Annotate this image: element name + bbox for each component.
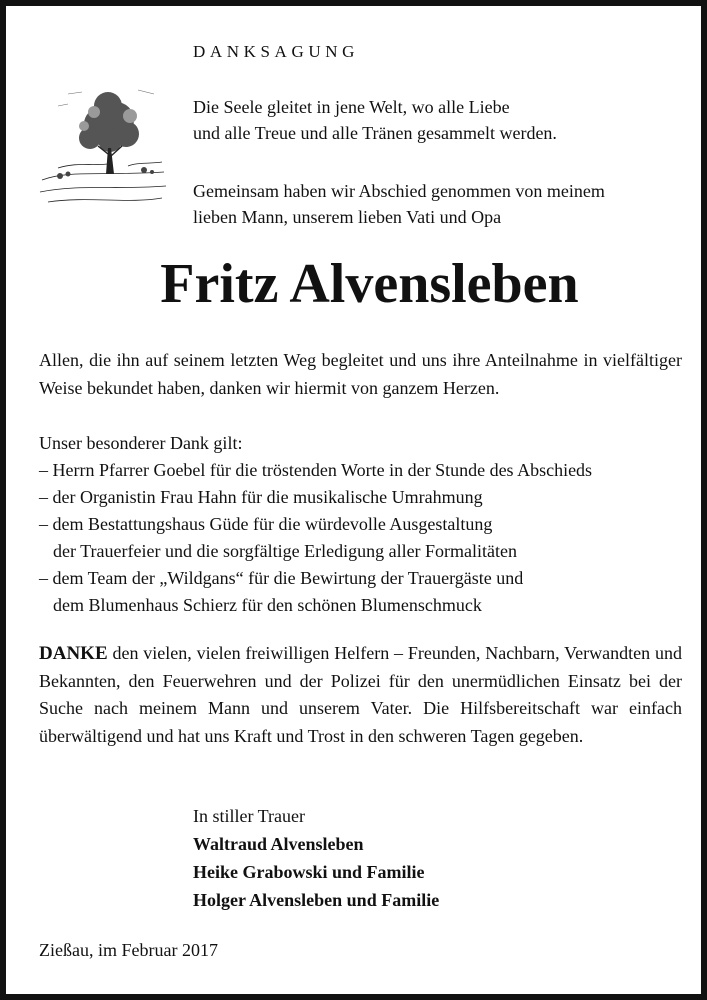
special-thanks-item: – Herrn Pfarrer Goebel für die tröstenden Worte in der Stunde des Abschieds xyxy=(39,460,593,480)
signature-name: Waltraud Alvensleben xyxy=(193,834,364,854)
special-thanks-list xyxy=(39,430,592,619)
farewell-intro xyxy=(193,178,605,230)
notice-heading: DANKSAGUNG xyxy=(193,42,359,61)
signature-block xyxy=(193,802,439,914)
special-thanks-item-continued: der Trauerfeier und die sorgfältige Erledigung aller Formalitäten xyxy=(53,541,518,561)
deceased-name: Fritz Alvensleben xyxy=(160,253,579,315)
special-thanks-item: – dem Team der „Wildgans“ für die Bewirtung der Trauergäste und xyxy=(39,568,524,588)
signature-name: Holger Alvensleben und Familie xyxy=(193,890,440,910)
special-thanks-item: – dem Bestattungshaus Güde für die würdevolle Ausgestaltung xyxy=(39,514,493,534)
signature-name: Heike Grabowski und Familie xyxy=(193,862,425,882)
quote-line: und alle Treue und alle Tränen gesammelt werden. xyxy=(193,123,557,143)
danke-word: DANKE xyxy=(39,643,108,664)
special-thanks-item-continued: dem Blumenhaus Schierz für den schönen Blumenschmuck xyxy=(53,595,482,615)
thanks-paragraph: Allen, die ihn auf seinem letzten Weg begleitet und uns ihre Anteilnahme in vielfältiger Weise bekundet haben, danken wir hiermit von ganzem Herzen. xyxy=(39,350,682,398)
memorial-quote xyxy=(193,94,557,146)
quote-line: Die Seele gleitet in jene Welt, wo alle Liebe xyxy=(193,97,510,117)
intro-line: Gemeinsam haben wir Abschied genommen von meinem xyxy=(193,181,605,201)
signature-intro: In stiller Trauer xyxy=(193,806,305,826)
intro-line: lieben Mann, unserem lieben Vati und Opa xyxy=(193,207,502,227)
special-thanks-item: – der Organistin Frau Hahn für die musikalische Umrahmung xyxy=(39,487,483,507)
special-thanks-intro: Unser besonderer Dank gilt: xyxy=(39,433,243,453)
tree-landscape-icon xyxy=(38,76,168,211)
danke-text: den vielen, vielen freiwilligen Helfern – Freunden, Nachbarn, Verwandten und Bekannten, den Feuerwehren und der Polizei für den unermüdlichen Einsatz bei der Suche nach meinem Mann und unserem Vater. Die Hilfsbereitschaft war einfach überwältigend und hat uns Kraft und Trost in den schweren Tagen gegeben. xyxy=(39,643,682,746)
danke-paragraph xyxy=(39,640,682,750)
place-date: Zießau, im Februar 2017 xyxy=(39,940,218,960)
